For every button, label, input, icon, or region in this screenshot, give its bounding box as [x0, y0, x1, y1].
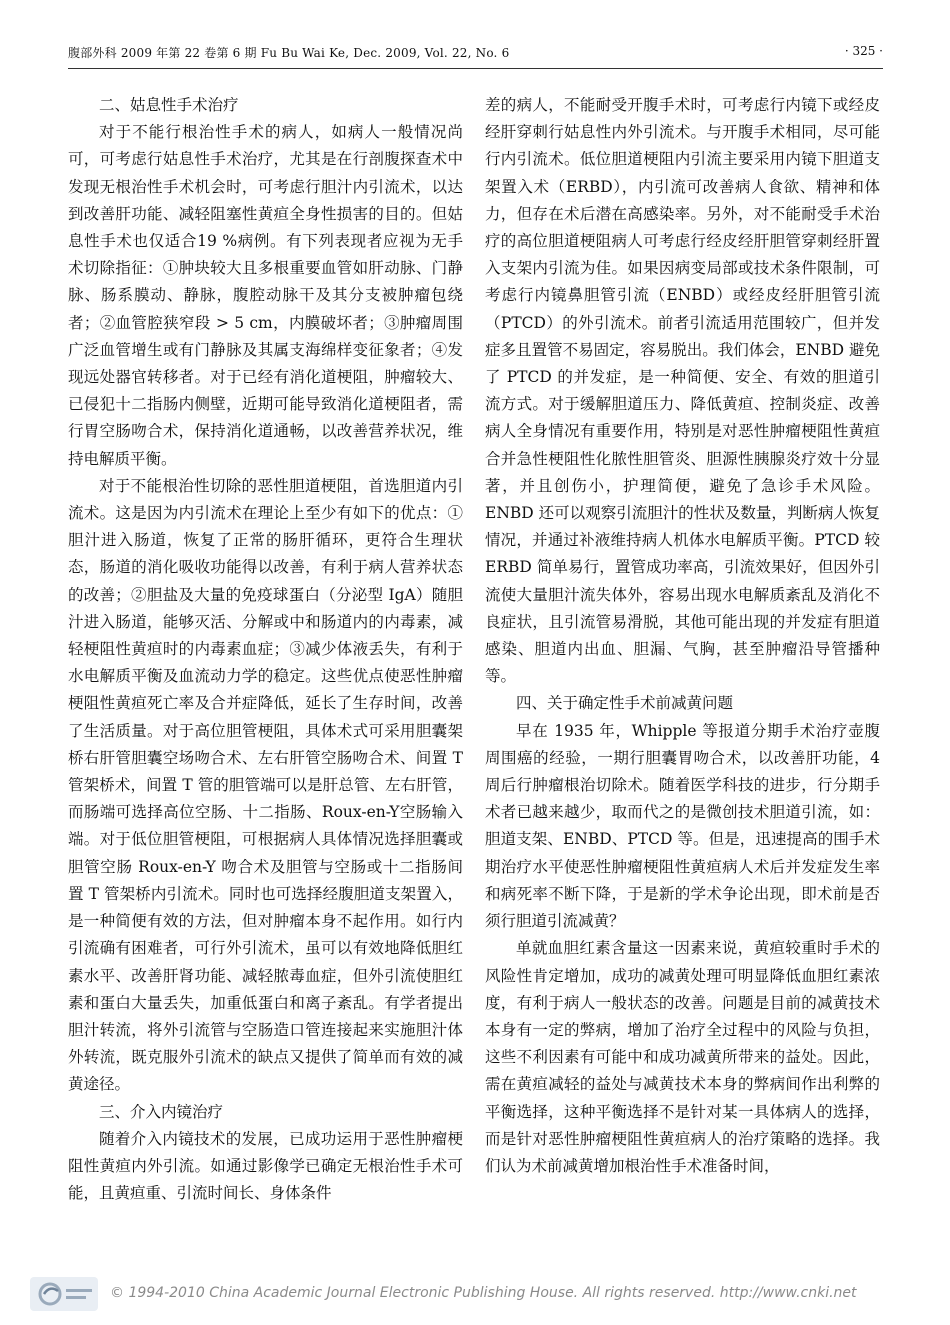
paragraph: 随着介入内镜技术的发展，已成功运用于恶性肿瘤梗阻性黄疸内外引流。如通过影像学已确定无根治性手术可能，且黄疸重、引流时间长、身体条件	[68, 1129, 463, 1203]
running-header	[68, 40, 883, 69]
paragraph: 早在 1935 年，Whipple 等报道分期手术治疗壶腹周围癌的经验，一期行胆囊胃吻合术，以改善肝功能，4 周后行肿瘤根治切除术。随着医学科技的进步，行分期手术者已越来越少，取而代之的是微创技术胆道引流，如：胆道支架、ENBD、PTCD 等。但是，迅速提高的围手术期治疗水平使恶性肿瘤梗阻性黄疸病人术后并发症发生率和病死率不断下降，于是新的学术争论出现，即术前是否须行胆道引流减黄？	[485, 721, 880, 931]
paragraph: 对于不能行根治性手术的病人，如病人一般情况尚可，可考虑行姑息性手术治疗，尤其是在行剖腹探查术中发现无根治性手术机会时，可考虑行胆汁内引流术，以达到改善肝功能、减轻阻塞性黄疸全身性损害的目的。但姑息性手术也仅适合19 %病例。有下列表现者应视为无手术切除指征：①肿块较大且多根重要血管如肝动脉、门静脉、肠系膜动、静脉，腹腔动脉干及其分支被肿瘤包绕者；②血管腔狭窄段 > 5 cm，内膜破坏者；③肿瘤周围广泛血管增生或有门静脉及其属支海绵样变征象者；④发现远处器官转移者。对于已经有消化道梗阻，肿瘤较大、已侵犯十二指肠内侧壁，近期可能导致消化道梗阻者，需行胃空肠吻合术，保持消化道通畅，以改善营养状况，维持电解质平衡。	[68, 123, 463, 468]
left-column	[68, 92, 463, 1207]
right-column	[485, 92, 880, 1180]
section-heading-preoperative-drainage: 四、关于确定性手术前减黄问题	[516, 694, 734, 713]
journal-citation: 腹部外科 2009 年第 22 卷第 6 期 Fu Bu Wai Ke, Dec. 2009, Vol. 22, No. 6	[68, 46, 510, 60]
page-number: · 325 ·	[844, 44, 883, 58]
section-heading-palliative: 二、姑息性手术治疗	[99, 96, 239, 114]
copyright-notice: © 1994-2010 China Academic Journal Electronic Publishing House. All rights reserved. http://www.cnki.net	[110, 1285, 857, 1301]
footer	[0, 1275, 950, 1315]
cnki-logo-icon	[30, 1277, 98, 1311]
paragraph-continued: 差的病人，不能耐受开腹手术时，可考虑行内镜下或经皮经肝穿刺行姑息性内外引流术。与开腹手术相同，尽可能行内引流术。低位胆道梗阻内引流主要采用内镜下胆道支架置入术（ERBD），内引流可改善病人食欲、精神和体力，但存在术后潜在高感染率。另外，对不能耐受手术治疗的高位胆道梗阻病人可考虑行经皮经肝胆管穿刺经肝置入支架内引流为佳。如果因病变局部或技术条件限制，可考虑行内镜鼻胆管引流（ENBD）或经皮经肝胆管引流（PTCD）的外引流术。前者引流适用范围较广，但并发症多且置管不易固定，容易脱出。我们体会，ENBD 避免了 PTCD 的并发症，是一种简便、安全、有效的胆道引流方式。对于缓解胆道压力、降低黄疸、控制炎症、改善病人全身情况有重要作用，特别是对恶性肿瘤梗阻性黄疸合并急性梗阻性化脓性胆管炎、胆源性胰腺炎疗效十分显著，并且创伤小，护理简便，避免了急诊手术风险。ENBD 还可以观察引流胆汁的性状及数量，判断病人恢复情况，并通过补液维持病人机体水电解质平衡。PTCD 较 ERBD 简单易行，置管成功率高，引流效果好，但因外引流使大量胆汁流失体外，容易出现水电解质紊乱及消化不良症状，且引流管易滑脱，其他可能出现的并发症有胆道感染、胆道内出血、胆漏、气胸，甚至肿瘤沿导管播种等。	[485, 96, 880, 686]
paragraph: 单就血胆红素含量这一因素来说，黄疸较重时手术的风险性肯定增加，成功的减黄处理可明显降低血胆红素浓度，有利于病人一般状态的改善。问题是目前的减黄技术本身有一定的弊病，增加了治疗全过程中的风险与负担，这些不利因素有可能中和成功减黄所带来的益处。因此，需在黄疸减轻的益处与减黄技术本身的弊病间作出利弊的平衡选择，这种平衡选择不是针对某一具体病人的选择，而是针对恶性肿瘤梗阻性黄疸病人的治疗策略的选择。我们认为术前减黄增加根治性手术准备时间，	[485, 939, 880, 1175]
section-heading-interventional: 三、介入内镜治疗	[99, 1102, 224, 1121]
paragraph: 对于不能根治性切除的恶性胆道梗阻，首选胆道内引流术。这是因为内引流术在理论上至少有如下的优点：①胆汁进入肠道，恢复了正常的肠肝循环，更符合生理状态，肠道的消化吸收功能得以改善，有利于病人营养状态的改善；②胆盐及大量的免疫球蛋白（分泌型 IgA）随胆汁进入肠道，能够灭活、分解或中和肠道内的内毒素，减轻梗阻性黄疸时的内毒素血症；③减少体液丢失，有利于水电解质平衡及血流动力学的稳定。这些优点使恶性肿瘤梗阻性黄疸死亡率及合并症降低，延长了生存时间，改善了生活质量。对于高位胆管梗阻，具体术式可采用胆囊架桥右肝管胆囊空场吻合术、左右肝管空肠吻合术、间置 T管架桥术，间置 T 管的胆管端可以是肝总管、左右肝管，而肠端可选择高位空肠、十二指肠、Roux-en-Y空肠输入端。对于低位胆管梗阻，可根据病人具体情况选择胆囊或胆管空肠 Roux-en-Y 吻合术及胆管与空肠或十二指肠间置 T 管架桥内引流术。同时也可选择经腹胆道支架置入，是一种简便有效的方法，但对肿瘤本身不起作用。如行内引流确有困难者，可行外引流术，虽可以有效地降低胆红素水平、改善肝肾功能、减轻脓毒血症，但外引流使胆红素和蛋白大量丢失，加重低蛋白和离子紊乱。有学者提出胆汁转流，将外引流管与空肠造口管连接起来实施胆汁体外转流，既克服外引流术的缺点又提供了简单而有效的减黄途径。	[68, 476, 463, 1094]
